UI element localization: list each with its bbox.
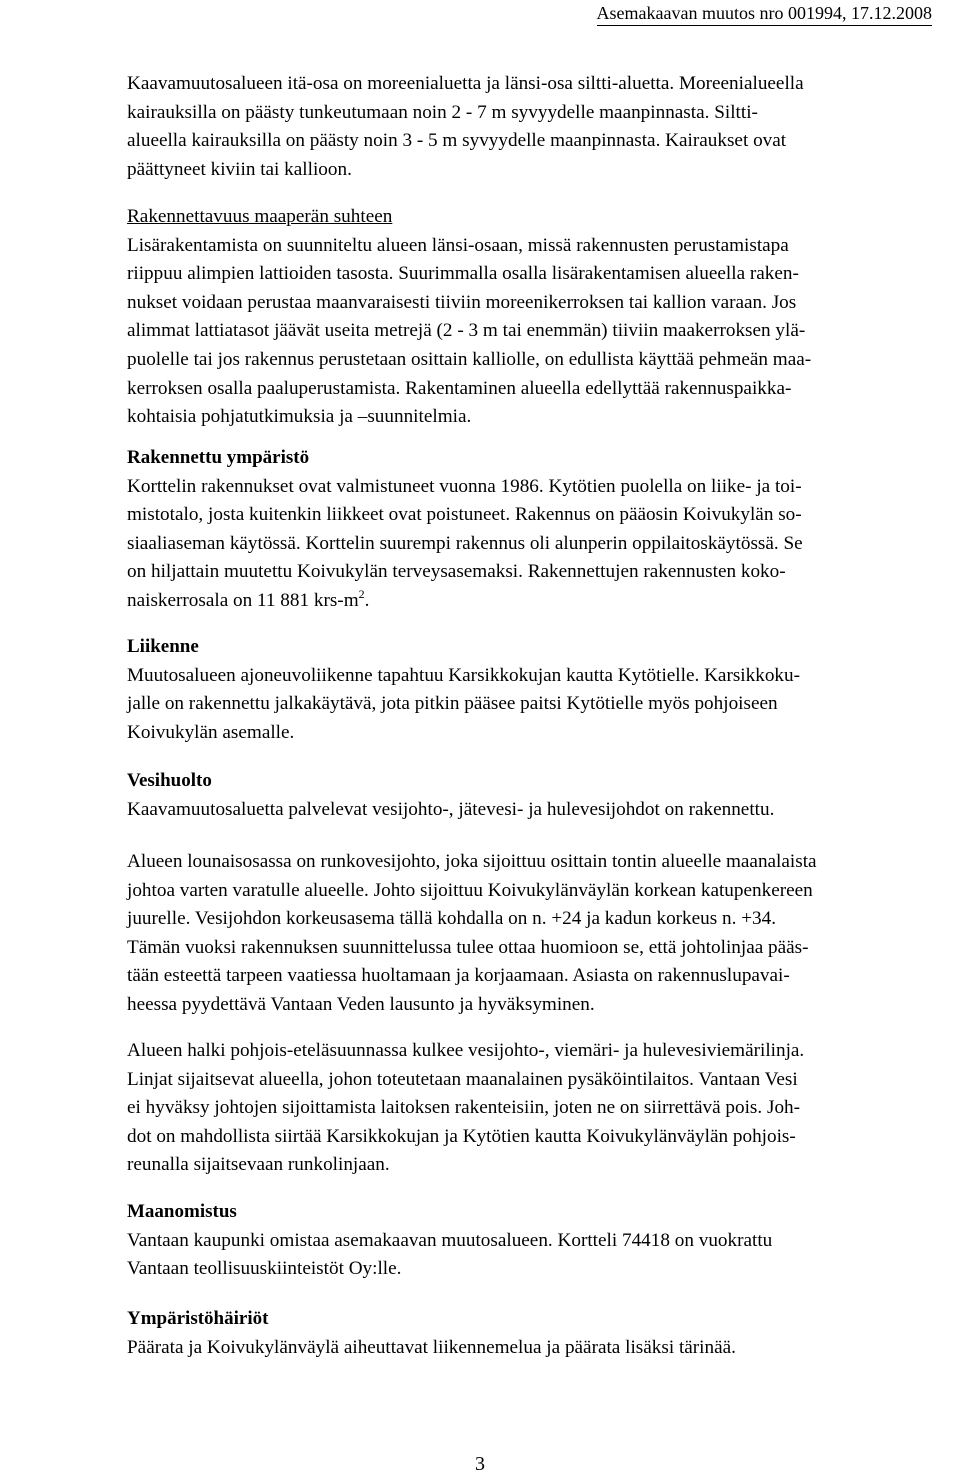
text-line: Päärata ja Koivukylänväylä aiheuttavat liikennemelua ja päärata lisäksi tärinää. [127,1336,736,1358]
text-line: johtoa varten varatulle alueelle. Johto sijoittuu Koivukylänväylän korkean katupenkereen [127,879,813,901]
text-line: puolelle tai jos rakennus perustetaan osittain kalliolle, on edullista käyttää pehmeän maa- [127,348,812,370]
maanomistus-title: Maanomistus [127,1201,237,1222]
text-line: Koivukylän asemalle. [127,721,295,743]
text-line: on hiljattain muutettu Koivukylän terveysasemaksi. Rakennettujen rakennusten koko- [127,561,786,583]
text-line: Vantaan kaupunki omistaa asemakaavan muutosalueen. Kortteli 74418 on vuokrattu [127,1229,773,1251]
text-line: Kaavamuutosalueen itä-osa on moreenialuetta ja länsi-osa siltti-aluetta. Moreenialueella [127,73,804,94]
text-line: kerroksen osalla paaluperustamista. Rakentaminen alueella edellyttää rakennuspaikka- [127,377,792,399]
text-line: Tämän vuoksi rakennuksen suunnittelussa tulee ottaa huomioon se, että johtolinjaa pääs- [127,936,809,958]
superscript: 2 [358,586,365,601]
text-line: Alueen lounaisosassa on runkovesijohto, joka sijoittuu osittain tontin alueelle maanalaista [127,851,817,872]
text-line: jalle on rakennettu jalkakäytävä, jota pitkin pääsee paitsi Kytötielle myös pohjoiseen [127,693,778,715]
text-line: heessa pyydettävä Vantaan Veden lausunto ja hyväksyminen. [127,993,595,1015]
text-line: alueella kairauksilla on päästy noin 3 - 5 m syvyydelle maanpinnasta. Kairaukset ovat [127,130,787,152]
text-fragment: naiskerrosala on 11 881 krs-m [127,589,359,611]
liikenne-title: Liikenne [127,636,199,657]
text-line: juurelle. Vesijohdon korkeusasema tällä kohdalla on n. +24 ja kadun korkeus n. +34. [127,908,777,930]
text-line: Korttelin rakennukset ovat valmistuneet vuonna 1986. Kytötien puolella on liike- ja toi- [127,475,802,497]
rakennettu-title: Rakennettu ympäristö [127,447,310,468]
text-line: reunalla sijaitsevaan runkolinjaan. [127,1154,390,1176]
rakennettavuus-title: Rakennettavuus maaperän suhteen [127,206,393,227]
intro-paragraph [127,70,933,184]
maanomistus-section [127,1198,933,1284]
text-line: Kaavamuutosaluetta palvelevat vesijohto-, jätevesi- ja hulevesijohdot on rakennettu. [127,798,775,820]
text-line: nukset voidaan perustaa maanvaraisesti tiiviin moreenikerroksen tai kallion varaan. Jos [127,291,797,313]
vesihuolto-section [127,767,933,824]
text-line: Linjat sijaitsevat alueella, johon toteutetaan maanalainen pysäköintilaitos. Vantaan Vesi [127,1068,798,1090]
text-line: Alueen halki pohjois-eteläsuunnassa kulkee vesijohto-, viemäri- ja hulevesiviemärilinja. [127,1040,805,1061]
ymparisto-section [127,1305,933,1362]
text-line: Vantaan teollisuuskiinteistöt Oy:lle. [127,1258,402,1280]
text-fragment: . [364,589,370,611]
text-line: riippuu alimpien lattioiden tasosta. Suurimmalla osalla lisärakentamisen alueella raken- [127,263,799,285]
text-line: ei hyväksy johtojen sijoittamista laitoksen rakenteisiin, joten ne on siirrettävä pois. Joh- [127,1097,801,1119]
text-line: tään esteettä tarpeen vaatiessa huoltamaan ja korjaamaan. Asiasta on rakennuslupavai- [127,965,790,987]
rakennettu-section [127,444,933,616]
text-line: Lisärakentamista on suunniteltu alueen länsi-osaan, missä rakennusten perustamistapa [127,234,789,256]
vesihuolto-title: Vesihuolto [127,770,212,791]
text-line: kohtaisia pohjatutkimuksia ja –suunnitelmia. [127,406,472,428]
text-line: dot on mahdollista siirtää Karsikkokujan ja Kytötien kautta Koivukylänväylän pohjois- [127,1125,796,1147]
text-line: Muutosalueen ajoneuvoliikenne tapahtuu Karsikkokujan kautta Kytötielle. Karsikkoku- [127,664,800,686]
document-header: Asemakaavan muutos nro 001994, 17.12.2008 [597,3,932,26]
text-line: mistotalo, josta kuitenkin liikkeet ovat poistuneet. Rakennus on pääosin Koivukylän so- [127,504,802,526]
liikenne-section [127,633,933,747]
vesihuolto-paragraph-3 [127,1037,933,1180]
text-line: alimmat lattiatasot jäävät useita metrejä (2 - 3 m tai enemmän) tiiviin maakerroksen ylä- [127,320,806,342]
ymparisto-title: Ympäristöhäiriöt [127,1308,269,1329]
page-number: 3 [475,1453,485,1475]
vesihuolto-paragraph-2 [127,848,933,1020]
text-line: siaaliaseman käytössä. Korttelin suurempi rakennus oli alunperin oppilaitoskäytössä. Se [127,532,803,554]
text-line-last [127,587,933,616]
text-line: kairauksilla on päästy tunkeutumaan noin 2 - 7 m syvyydelle maanpinnasta. Siltti- [127,101,758,123]
rakennettavuus-section [127,203,933,432]
text-line: päättyneet kiviin tai kallioon. [127,158,352,180]
